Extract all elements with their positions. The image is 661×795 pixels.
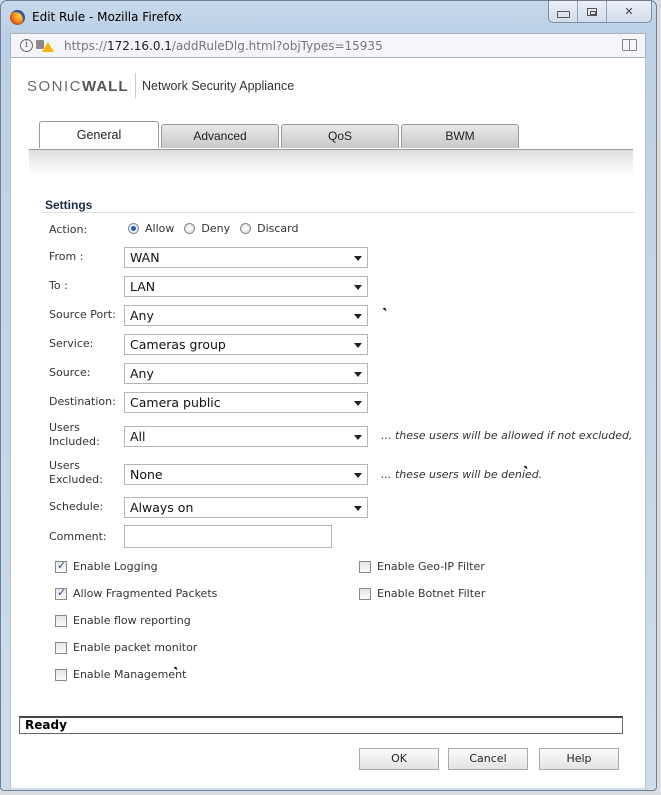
source-port-select[interactable] [124,305,368,326]
info-icon[interactable]: i [20,39,33,52]
dialog-content [10,58,646,788]
ok-button[interactable]: OK [359,748,439,770]
users-excluded-value: None [130,467,163,482]
deny-radio-label[interactable]: Deny [201,222,231,235]
cancel-button[interactable]: Cancel [448,748,528,770]
window-title: Edit Rule - Mozilla Firefox [32,10,183,24]
checkbox-icon[interactable] [359,588,371,600]
sonicwall-logo: SONICWALL [27,78,129,95]
url-text[interactable]: https://172.16.0.1/addRuleDlg.html?objTypes=15935 [64,39,383,53]
minimize-icon [557,11,570,18]
minimize-button[interactable] [549,1,577,22]
help-button[interactable]: Help [539,748,619,770]
background-window-edge [657,140,661,340]
checkbox-icon[interactable] [359,561,371,573]
allow-fragmented-label: Allow Fragmented Packets [73,587,218,600]
destination-select[interactable] [124,392,368,413]
title-bar [1,1,656,33]
chevron-down-icon [354,473,362,478]
destination-value: Camera public [130,395,221,410]
firefox-icon [10,10,25,25]
logo-divider [135,73,136,98]
tab-advanced[interactable]: Advanced [161,124,279,148]
from-label: From : [49,250,84,263]
destination-label: Destination: [49,395,116,408]
users-included-value: All [130,429,146,444]
chevron-down-icon [354,435,362,440]
chevron-down-icon [354,506,362,511]
tab-general[interactable]: General [39,121,159,148]
chevron-down-icon [354,372,362,377]
service-label: Service: [49,337,94,350]
comment-label: Comment: [49,530,107,543]
product-name: Network Security Appliance [142,79,295,93]
chevron-down-icon [354,285,362,290]
chevron-down-icon [354,343,362,348]
section-divider [43,212,635,213]
tab-bar [39,124,521,148]
schedule-label: Schedule: [49,500,104,513]
corner-marker-icon [382,308,386,313]
users-included-label: Users Included: [49,421,100,448]
to-value: LAN [130,279,156,294]
tab-panel-header [29,149,633,175]
chevron-down-icon [354,256,362,261]
schedule-select[interactable] [124,497,368,518]
action-radio-group [128,222,308,235]
checkbox-icon[interactable] [55,669,67,681]
management-label: Enable Management [73,668,187,681]
url-bar[interactable] [10,33,646,58]
window-controls [548,1,652,23]
allow-radio-label[interactable]: Allow [145,222,175,235]
chevron-down-icon [354,314,362,319]
schedule-value: Always on [130,500,194,515]
users-excluded-select[interactable] [124,464,368,485]
geo-ip-checkbox[interactable] [359,560,485,573]
allow-radio[interactable] [128,223,139,234]
chevron-down-icon [354,401,362,406]
from-select[interactable] [124,247,368,268]
comment-input[interactable] [124,525,332,548]
enable-logging-label: Enable Logging [73,560,158,573]
action-label: Action: [49,223,88,236]
users-excluded-label: Users Excluded: [49,459,103,486]
source-port-value: Any [130,308,154,323]
close-icon: ✕ [624,5,634,18]
flow-reporting-label: Enable flow reporting [73,614,191,627]
reader-view-icon[interactable] [622,39,637,51]
from-value: WAN [130,250,160,265]
management-checkbox[interactable] [55,668,186,681]
packet-monitor-label: Enable packet monitor [73,641,198,654]
source-select[interactable] [124,363,368,384]
source-port-label: Source Port: [49,308,116,321]
checkbox-checked-icon[interactable] [55,588,67,600]
to-select[interactable] [124,276,368,297]
service-value: Cameras group [130,337,226,352]
source-value: Any [130,366,154,381]
warning-icon [42,42,54,52]
botnet-checkbox[interactable] [359,587,485,600]
enable-logging-checkbox[interactable] [55,560,158,573]
checkbox-icon[interactable] [55,615,67,627]
allow-fragmented-checkbox[interactable] [55,587,217,600]
geo-ip-label: Enable Geo-IP Filter [377,560,485,573]
section-title: Settings [45,198,93,212]
maximize-button[interactable] [577,1,606,22]
maximize-icon [587,8,597,16]
users-included-select[interactable] [124,426,368,447]
botnet-label: Enable Botnet Filter [377,587,486,600]
discard-radio[interactable] [240,223,251,234]
users-included-note: ... these users will be allowed if not excluded, [381,429,633,442]
discard-radio-label[interactable]: Discard [257,222,299,235]
tab-bwm[interactable]: BWM [401,124,519,148]
status-bar: Ready [19,716,623,734]
tab-qos[interactable]: QoS [281,124,399,148]
users-excluded-note: ... these users will be denied. [381,468,543,481]
close-button[interactable] [606,1,651,22]
checkbox-checked-icon[interactable] [55,561,67,573]
deny-radio[interactable] [184,223,195,234]
service-select[interactable] [124,334,368,355]
source-label: Source: [49,366,91,379]
checkbox-icon[interactable] [55,642,67,654]
packet-monitor-checkbox[interactable] [55,641,197,654]
to-label: To : [49,279,68,292]
flow-reporting-checkbox[interactable] [55,614,191,627]
